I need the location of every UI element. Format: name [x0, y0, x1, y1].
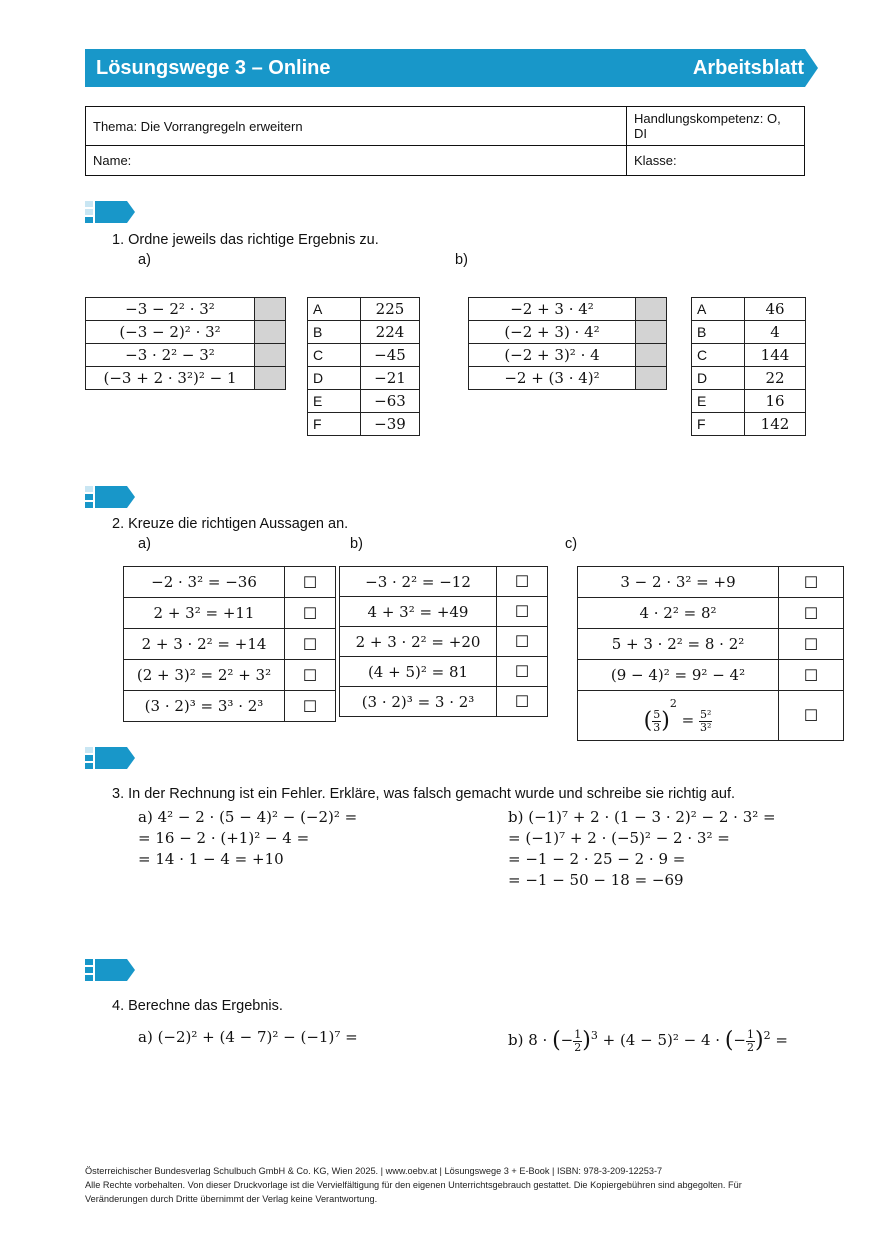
statement-cell: 2 + 3 · 2² = +14 [124, 629, 285, 660]
footer-line: Alle Rechte vorbehalten. Von dieser Druckvorlage ist die Vervielfältigung für den eigenen Unterrichtsgebrauch gestattet. Die Kopiergebühren sind abgegolten. Für [85, 1180, 742, 1190]
answer-letter: B [692, 321, 745, 344]
task1b-expressions [468, 297, 667, 390]
expression-cell: (−2 + 3) · 4² [469, 321, 636, 344]
checkbox[interactable]: ☐ [285, 629, 336, 660]
calc-line: = (−1)⁷ + 2 · (−5)² − 2 · 3² = [508, 829, 730, 847]
answer-slot[interactable] [636, 344, 667, 367]
answer-slot[interactable] [636, 298, 667, 321]
task1-label-a: a) [138, 252, 151, 268]
statement-cell-fraction: ( $\frac{5}{3}$ )$^2$ = $\frac{\text{5²}}{\text{3²}}$ [578, 691, 779, 741]
name-cell[interactable]: Name: [86, 146, 627, 176]
checkbox[interactable]: ☐ [285, 691, 336, 722]
expression-cell: −3 · 2² − 3² [86, 344, 255, 367]
statement-cell: 5 + 3 · 2² = 8 · 2² [578, 629, 779, 660]
task1a-answers [307, 297, 420, 436]
task-level-marker [85, 959, 135, 981]
answer-value: −39 [361, 413, 420, 436]
answer-value: −63 [361, 390, 420, 413]
checkbox[interactable]: ☐ [779, 629, 844, 660]
task-level-marker [85, 486, 135, 508]
answer-letter: A [692, 298, 745, 321]
task2a-table [123, 566, 336, 722]
answer-letter: F [692, 413, 745, 436]
answer-slot[interactable] [255, 321, 286, 344]
answer-value: 46 [745, 298, 806, 321]
fraction: $\frac{5}{3}$ [653, 707, 661, 734]
task1b-answers [691, 297, 806, 436]
statement-cell: (2 + 3)² = 2² + 3² [124, 660, 285, 691]
statement-cell: (3 · 2)³ = 3 · 2³ [340, 687, 497, 717]
answer-slot[interactable] [636, 367, 667, 390]
calc-line: = 16 − 2 · (+1)² − 4 = [138, 829, 310, 847]
task1-prompt: 1. Ordne jeweils das richtige Ergebnis zu. [112, 232, 379, 248]
answer-value: 144 [745, 344, 806, 367]
task2b-table [339, 566, 548, 717]
statement-cell: −3 · 2² = −12 [340, 567, 497, 597]
task2-label-a: a) [138, 536, 151, 552]
answer-letter: F [308, 413, 361, 436]
expression-cell: (−2 + 3)² · 4 [469, 344, 636, 367]
info-table [85, 106, 805, 176]
topic-cell: Thema: Die Vorrangregeln erweitern [86, 107, 627, 146]
task4a-expression: a) (−2)² + (4 − 7)² − (−1)⁷ = [138, 1028, 358, 1046]
calc-line: = −1 − 2 · 25 − 2 · 9 = [508, 850, 686, 868]
answer-slot[interactable] [255, 367, 286, 390]
answer-letter: D [308, 367, 361, 390]
competence-cell: Handlungskompetenz: O, DI [627, 107, 805, 146]
statement-cell: (3 · 2)³ = 3³ · 2³ [124, 691, 285, 722]
task4-prompt: 4. Berechne das Ergebnis. [112, 998, 283, 1014]
task3a-calculation [138, 807, 357, 870]
answer-letter: C [308, 344, 361, 367]
expression-cell: (−3 − 2)² · 3² [86, 321, 255, 344]
statement-cell: 4 · 2² = 8² [578, 598, 779, 629]
fraction: $\frac{1}{2}$ [574, 1027, 582, 1054]
statement-cell: 2 + 3 · 2² = +20 [340, 627, 497, 657]
checkbox[interactable]: ☐ [285, 660, 336, 691]
answer-letter: C [692, 344, 745, 367]
document-type: Arbeitsblatt [692, 57, 804, 79]
checkbox[interactable]: ☐ [285, 598, 336, 629]
task2-prompt: 2. Kreuze die richtigen Aussagen an. [112, 516, 349, 532]
answer-value: −21 [361, 367, 420, 390]
calc-line: = −1 − 50 − 18 = −69 [508, 871, 684, 889]
answer-slot[interactable] [255, 298, 286, 321]
page-title: Lösungswege 3 – Online [96, 57, 331, 79]
checkbox[interactable]: ☐ [779, 691, 844, 741]
task-level-marker [85, 747, 135, 769]
fraction: $\frac{\text{5²}}{\text{3²}}$ [699, 707, 712, 734]
answer-value: 16 [745, 390, 806, 413]
expression-cell: −2 + (3 · 4)² [469, 367, 636, 390]
answer-value: 142 [745, 413, 806, 436]
expression-cell: −2 + 3 · 4² [469, 298, 636, 321]
answer-value: 225 [361, 298, 420, 321]
answer-value: 224 [361, 321, 420, 344]
task2-label-b: b) [350, 536, 363, 552]
calc-line: b) (−1)⁷ + 2 · (1 − 3 · 2)² − 2 · 3² = [508, 808, 776, 826]
checkbox[interactable]: ☐ [497, 597, 548, 627]
statement-cell: 3 − 2 · 3² = +9 [578, 567, 779, 598]
answer-letter: E [692, 390, 745, 413]
answer-letter: E [308, 390, 361, 413]
header-banner-arrow [805, 49, 818, 87]
checkbox[interactable]: ☐ [779, 567, 844, 598]
statement-cell: (9 − 4)² = 9² − 4² [578, 660, 779, 691]
answer-slot[interactable] [255, 344, 286, 367]
answer-value: 22 [745, 367, 806, 390]
answer-slot[interactable] [636, 321, 667, 344]
statement-cell: (4 + 5)² = 81 [340, 657, 497, 687]
task2-label-c: c) [565, 536, 578, 552]
answer-value: −45 [361, 344, 420, 367]
calc-line: a) 4² − 2 · (5 − 4)² − (−2)² = [138, 808, 358, 826]
statement-cell: 2 + 3² = +11 [124, 598, 285, 629]
expression-cell: (−3 + 2 · 3²)² − 1 [86, 367, 255, 390]
statement-cell: 4 + 3² = +49 [340, 597, 497, 627]
checkbox[interactable]: ☐ [497, 687, 548, 717]
footer-line: Österreichischer Bundesverlag Schulbuch GmbH & Co. KG, Wien 2025. | www.oebv.at | Lösungswege 3 + E-Book | ISBN: 978-3-209-12253-7 [85, 1166, 663, 1176]
expression-cell: −3 − 2² · 3² [86, 298, 255, 321]
checkbox[interactable]: ☐ [779, 598, 844, 629]
statement-cell: −2 · 3² = −36 [124, 567, 285, 598]
checkbox[interactable]: ☐ [779, 660, 844, 691]
task4b-expression: b) 8 · (− $\frac{1}{2}$ )$^3$ + (4 − 5)² − 4 · (− $\frac{1}{2}$ )$^2$ = [508, 1027, 788, 1054]
checkbox[interactable]: ☐ [497, 657, 548, 687]
calc-line: = 14 · 1 − 4 = +10 [138, 850, 284, 868]
task1a-expressions [85, 297, 286, 390]
task2c-table [577, 566, 844, 741]
task1-label-b: b) [455, 252, 468, 268]
answer-letter: B [308, 321, 361, 344]
footer-line: Veränderungen durch Dritte übernimmt der Verlag keine Verantwortung. [85, 1194, 378, 1204]
task3b-calculation [508, 807, 776, 891]
answer-value: 4 [745, 321, 806, 344]
checkbox[interactable]: ☐ [497, 567, 548, 597]
checkbox[interactable]: ☐ [497, 627, 548, 657]
fraction: $\frac{1}{2}$ [746, 1027, 754, 1054]
task-level-marker [85, 201, 135, 223]
footer [85, 1164, 805, 1206]
checkbox[interactable]: ☐ [285, 567, 336, 598]
answer-letter: D [692, 367, 745, 390]
class-cell[interactable]: Klasse: [627, 146, 805, 176]
answer-letter: A [308, 298, 361, 321]
task3-prompt: 3. In der Rechnung ist ein Fehler. Erkläre, was falsch gemacht wurde und schreibe sie richtig auf. [112, 786, 736, 802]
